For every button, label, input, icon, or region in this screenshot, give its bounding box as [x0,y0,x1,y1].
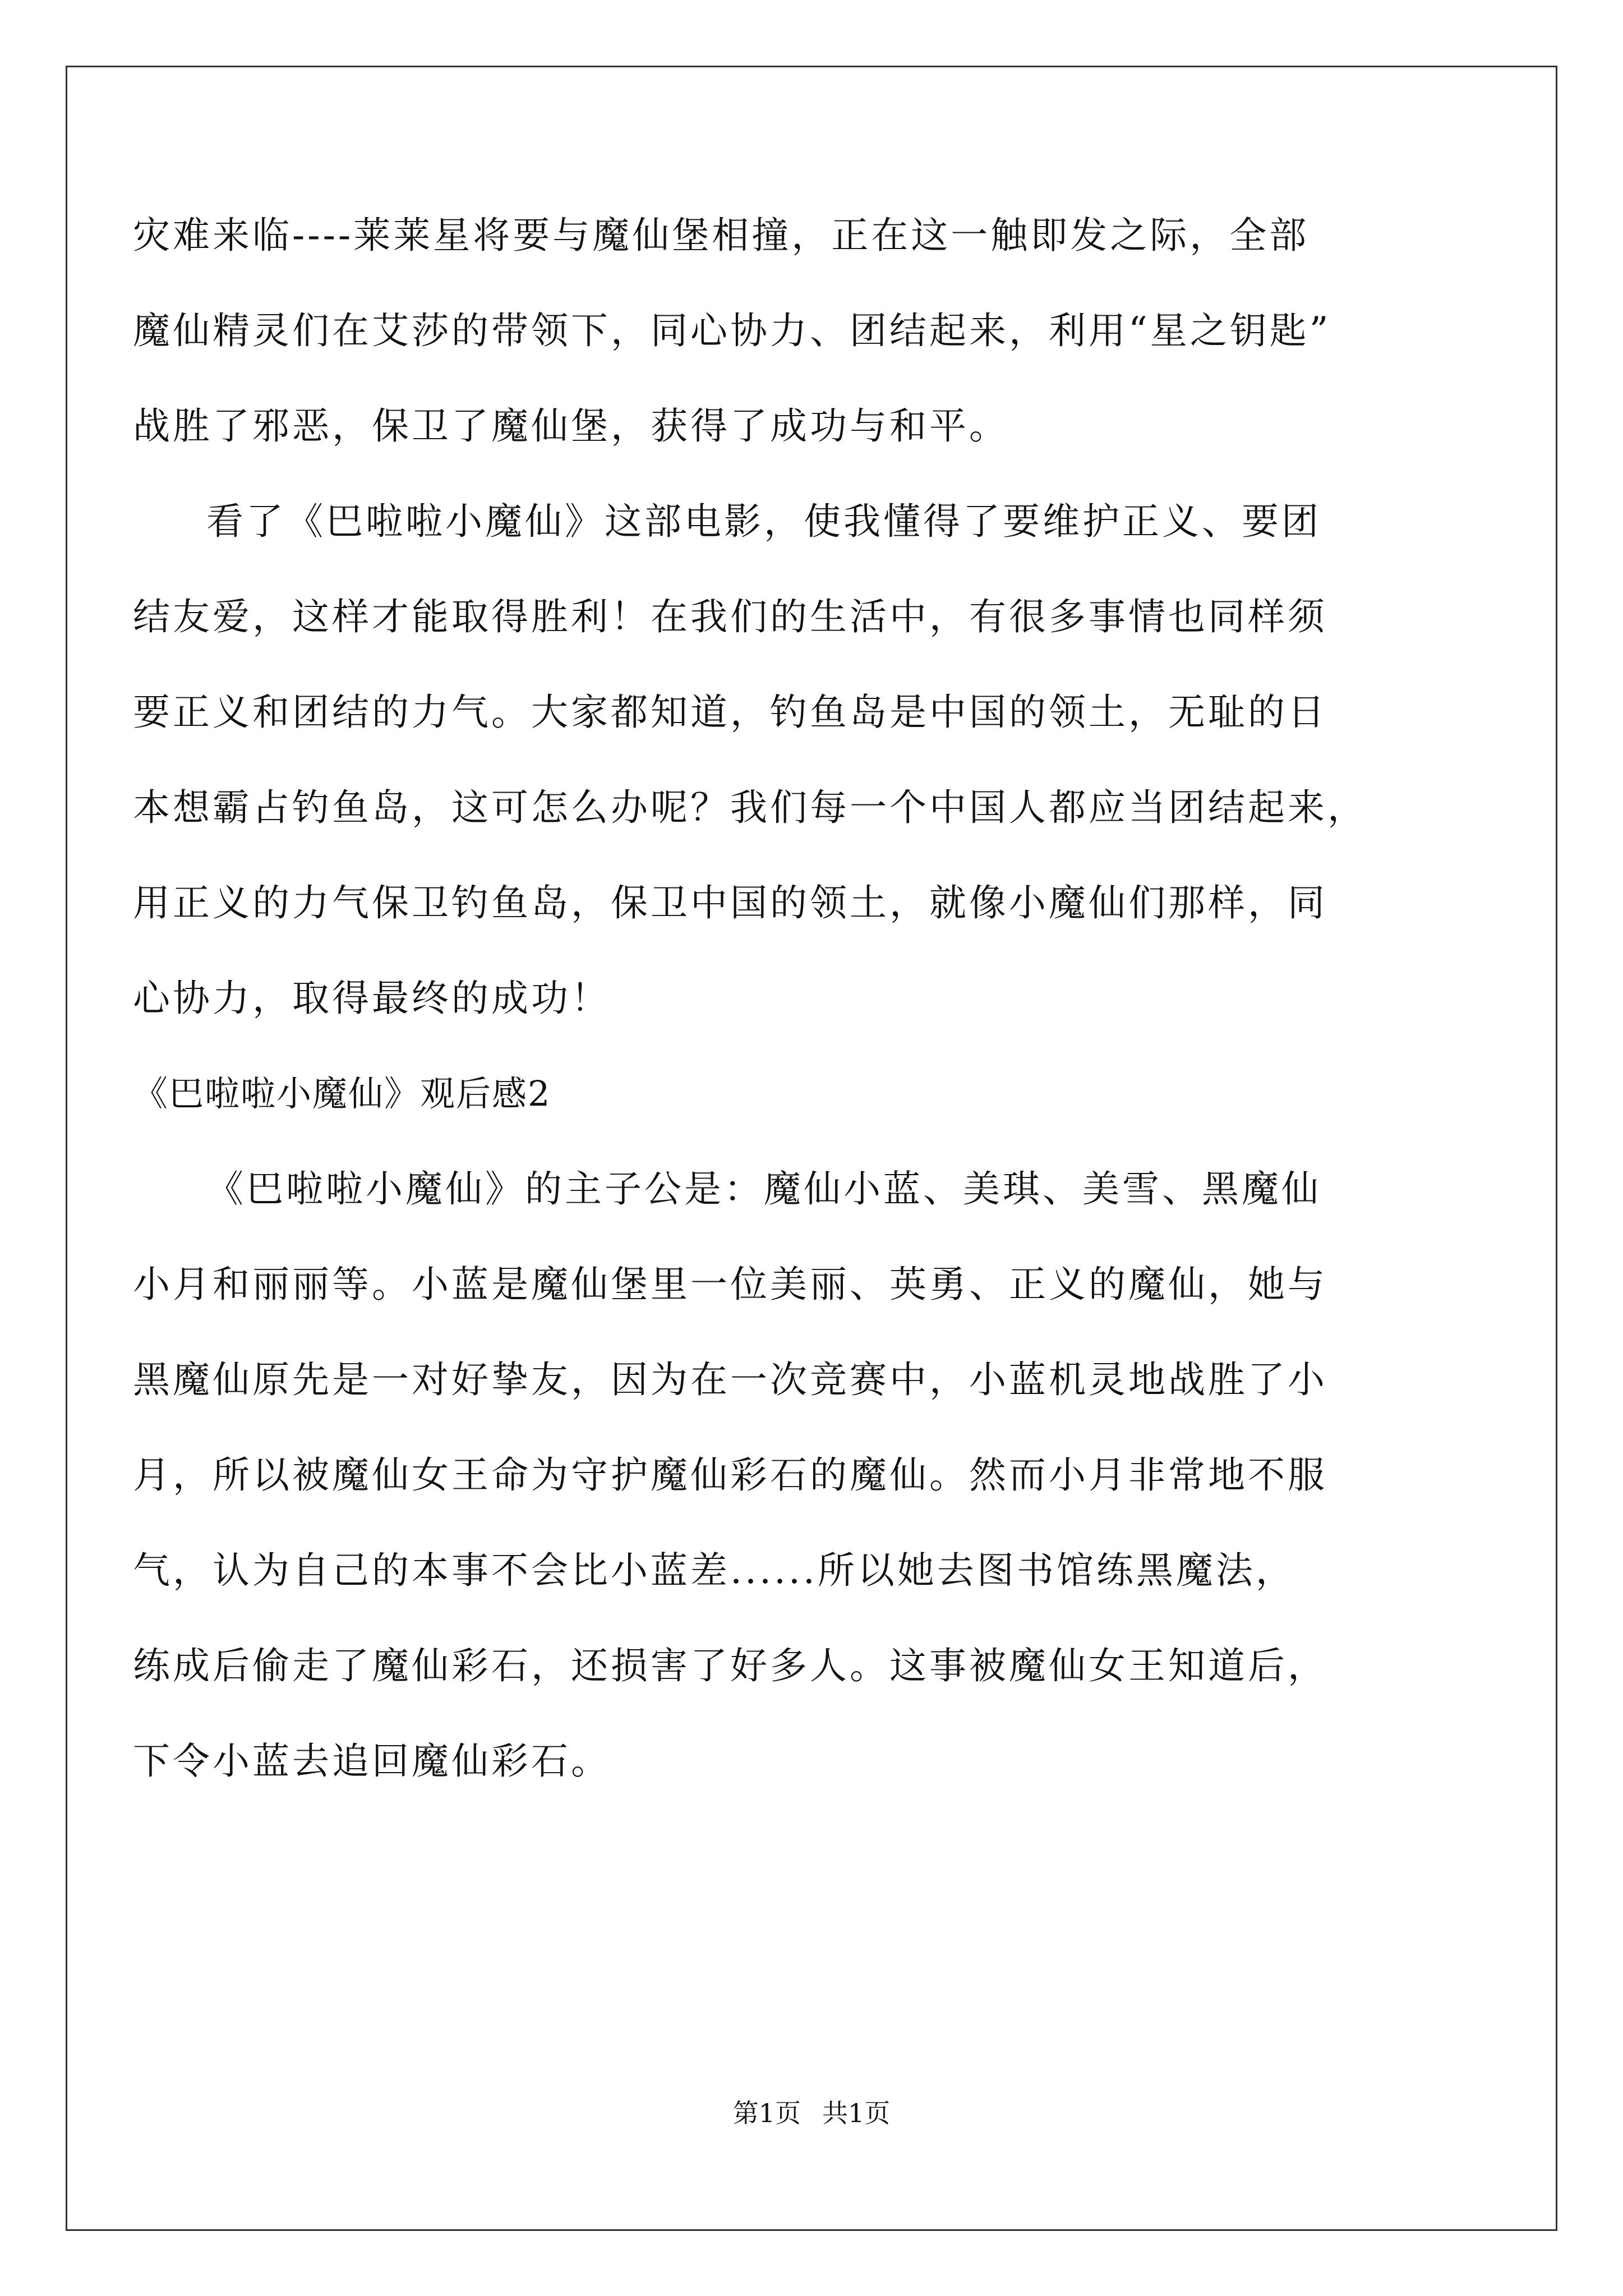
text-line: 魔仙精灵们在艾莎的带领下，同心协力、团结起来，利用“星之钥匙” [133,309,1331,352]
page-footer [0,2096,1623,2130]
text-line: 本想霸占钓鱼岛，这可怎么办呢？我们每一个中国人都应当团结起来， [133,786,1367,829]
text-line: 战胜了邪恶，保卫了魔仙堡，获得了成功与和平。 [133,404,1009,448]
text-line: 结友爱，这样才能取得胜利！在我们的生活中，有很多事情也同样须 [133,595,1327,638]
section-heading: 《巴啦啦小魔仙》观后感2 [133,1073,551,1114]
text-line: 《巴啦啦小魔仙》的主子公是：魔仙小蓝、美琪、美雪、黑魔仙 [206,1167,1321,1211]
text-line: 心协力，取得最终的成功！ [133,977,611,1020]
text-line: 用正义的力气保卫钓鱼岛，保卫中国的领土，就像小魔仙们那样，同 [133,881,1327,924]
text-line: 下令小蓝去追回魔仙彩石。 [133,1740,611,1783]
page-total: 共1页 [822,2098,891,2128]
text-line: 灾难来临----莱莱星将要与魔仙堡相撞，正在这一触即发之际，全部 [133,214,1310,257]
text-line: 要正义和团结的力气。大家都知道，钓鱼岛是中国的领土，无耻的日 [133,691,1327,734]
page-border [66,66,1557,2231]
text-line: 看了《巴啦啦小魔仙》这部电影，使我懂得了要维护正义、要团 [206,500,1321,543]
text-line: 练成后偷走了魔仙彩石，还损害了好多人。这事被魔仙女王知道后， [133,1644,1327,1687]
page-number: 第1页 [732,2098,801,2128]
text-line: 小月和丽丽等。小蓝是魔仙堡里一位美丽、英勇、正义的魔仙，她与 [133,1263,1327,1306]
text-line: 黑魔仙原先是一对好挚友，因为在一次竞赛中，小蓝机灵地战胜了小 [133,1358,1327,1401]
text-line: 气，认为自己的本事不会比小蓝差......所以她去图书馆练黑魔法， [133,1549,1295,1592]
text-line: 月，所以被魔仙女王命为守护魔仙彩石的魔仙。然而小月非常地不服 [133,1453,1327,1497]
